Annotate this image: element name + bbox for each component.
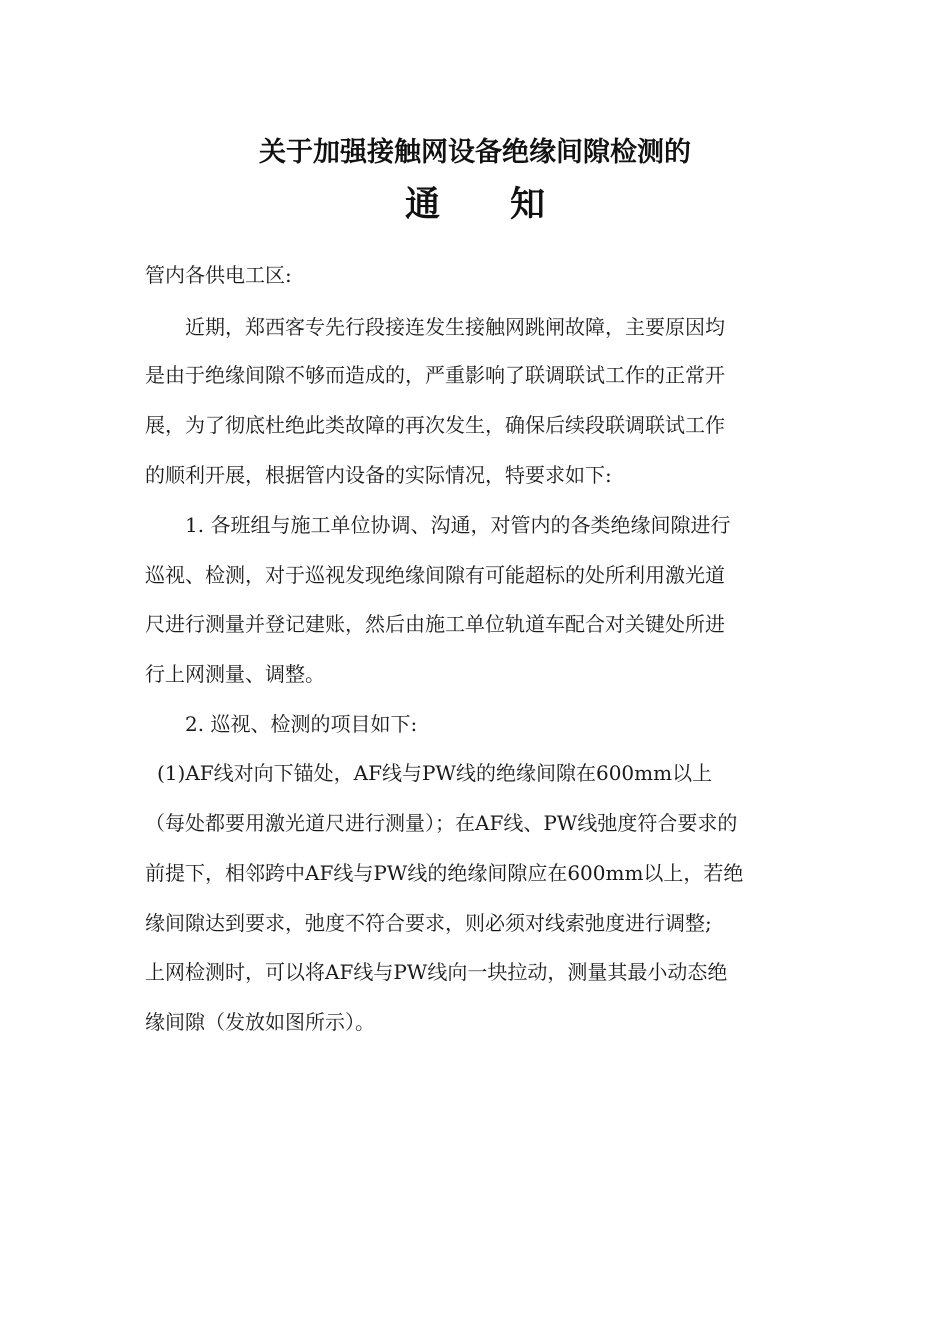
document-title: 关于加强接触网设备绝缘间隙检测的 <box>259 137 691 168</box>
paragraph-line: 是由于绝缘间隙不够而造成的，严重影响了联调联试工作的正常开 <box>145 363 725 387</box>
paragraph-line: 展，为了彻底杜绝此类故障的再次发生，确保后续段联调联试工作 <box>145 413 725 437</box>
paragraph-line: 行上网测量、调整。 <box>145 662 325 686</box>
paragraph-line: 巡视、检测，对于巡视发现绝缘间隙有可能超标的处所利用激光道 <box>145 563 725 587</box>
salutation: 管内各供电工区: <box>145 263 292 287</box>
paragraph-line: 尺进行测量并登记建账，然后由施工单位轨道车配合对关键处所进 <box>145 612 725 636</box>
paragraph-line: (1)AF线对向下锚处，AF线与PW线的绝缘间隙在600mm以上 <box>157 761 713 785</box>
paragraph-line: 前提下，相邻跨中AF线与PW线的绝缘间隙应在600mm以上，若绝 <box>145 861 744 885</box>
paragraph-line: 上网检测时，可以将AF线与PW线向一块拉动，测量其最小动态绝 <box>145 960 728 984</box>
paragraph-line: （每处都要用激光道尺进行测量）；在AF线、PW线弛度符合要求的 <box>145 811 738 835</box>
paragraph-line: 2. 巡视、检测的项目如下: <box>185 712 418 736</box>
paragraph-line: 近期，郑西客专先行段接连发生接触网跳闸故障，主要原因均 <box>185 315 725 339</box>
document-subtitle <box>0 182 950 228</box>
paragraph-line: 1. 各班组与施工单位协调、沟通，对管内的各类绝缘间隙进行 <box>185 513 731 537</box>
subtitle-char-2: 知 <box>510 185 546 225</box>
paragraph-line: 缘间隙（发放如图所示）。 <box>145 1010 375 1034</box>
paragraph-line: 缘间隙达到要求，弛度不符合要求，则必须对线索弛度进行调整; <box>145 911 712 935</box>
subtitle-char-1: 通 <box>404 185 440 225</box>
paragraph-line: 的顺利开展，根据管内设备的实际情况，特要求如下: <box>145 463 612 487</box>
